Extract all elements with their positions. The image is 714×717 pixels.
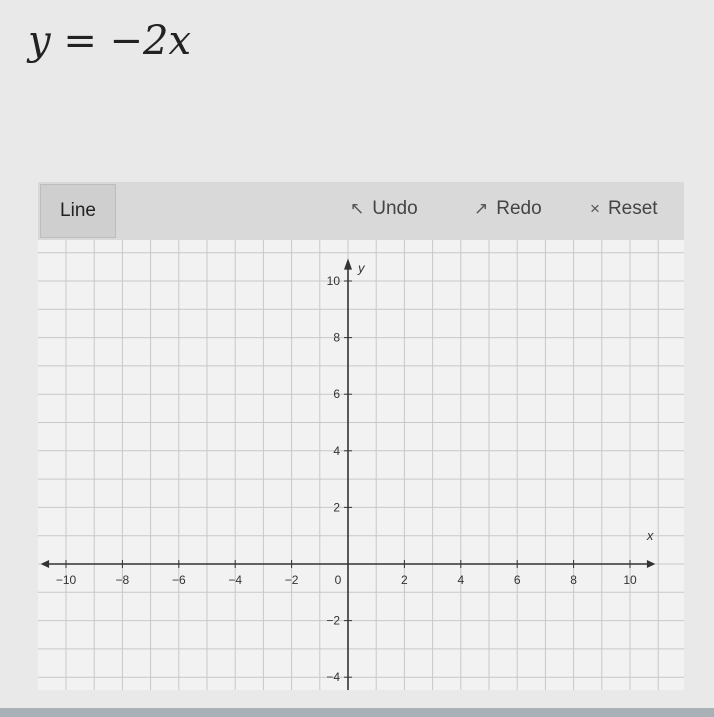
redo-button[interactable] <box>474 198 542 220</box>
x-axis-arrow-right <box>647 560 655 568</box>
x-tick-label: 8 <box>570 573 577 587</box>
y-tick-label: 4 <box>333 443 340 458</box>
undo-button[interactable] <box>350 198 418 220</box>
equation-prompt: y = −2x <box>28 18 192 64</box>
redo-icon: ↗ <box>474 199 489 218</box>
x-tick-label: 2 <box>401 573 408 587</box>
redo-label: Redo <box>496 198 542 219</box>
graph-canvas[interactable] <box>38 240 684 690</box>
y-tick-label: −4 <box>326 670 340 685</box>
reset-label: Reset <box>607 198 658 219</box>
x-axis-arrow-left <box>41 560 49 568</box>
x-tick-label: −10 <box>55 573 77 587</box>
undo-icon: ↖ <box>350 199 365 218</box>
x-tick-label: 4 <box>457 573 465 587</box>
x-axis-label: x <box>646 528 654 543</box>
y-tick-label: 10 <box>326 274 340 288</box>
reset-button[interactable] <box>590 198 658 220</box>
x-tick-label: 0 <box>334 573 342 587</box>
y-tick-label: 6 <box>333 387 340 402</box>
y-tick-label: 8 <box>333 330 340 345</box>
close-icon: × <box>590 199 600 218</box>
y-tick-label: −2 <box>326 613 340 628</box>
x-tick-label: −6 <box>171 573 186 587</box>
x-tick-label: −8 <box>115 573 130 587</box>
graph-toolbar <box>38 182 684 240</box>
x-tick-label: 6 <box>513 573 521 587</box>
undo-label: Undo <box>372 198 418 219</box>
bottom-bar <box>0 708 714 717</box>
x-tick-label: −2 <box>284 573 299 587</box>
x-tick-label: −4 <box>228 573 243 587</box>
y-axis-arrow-up <box>344 258 352 269</box>
y-tick-label: 2 <box>333 500 340 515</box>
x-tick-label: 10 <box>623 573 637 587</box>
coordinate-graph[interactable] <box>38 240 684 690</box>
line-tool-button[interactable]: Line <box>40 184 116 238</box>
y-axis-label: y <box>358 260 365 276</box>
